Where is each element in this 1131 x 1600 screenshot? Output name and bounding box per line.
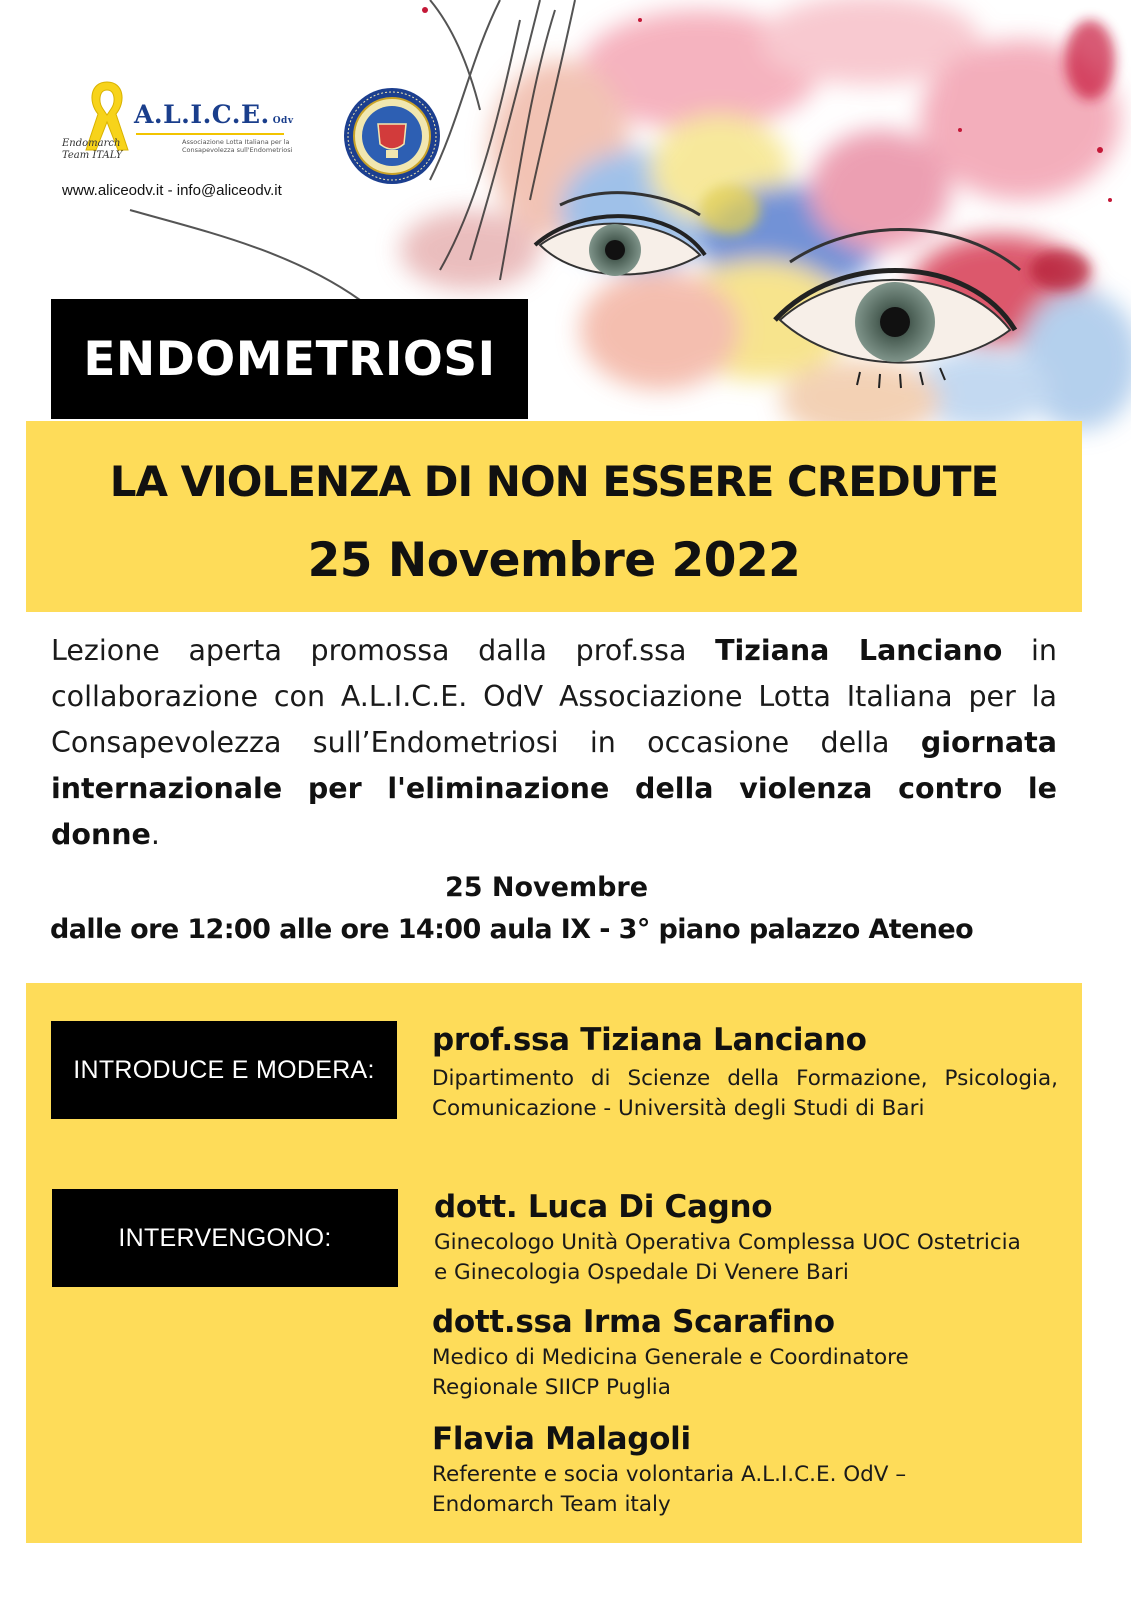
speaker-role: Medico di Medicina Generale e Coordinatore Regionale SIICP Puglia bbox=[432, 1345, 909, 1400]
endomarch-team-italy: Endomarch Team ITALY bbox=[62, 138, 123, 161]
speakers-label: INTERVENGONO: bbox=[52, 1189, 398, 1287]
alice-wordmark: A.L.I.C.E. Odv bbox=[134, 100, 294, 129]
logo-underline bbox=[136, 133, 284, 135]
headline-band bbox=[26, 421, 1082, 612]
event-date: 25 Novembre 2022 bbox=[307, 533, 801, 588]
contact-info: www.aliceodv.it - info@aliceodv.it bbox=[62, 182, 282, 199]
speakers-panel bbox=[26, 983, 1082, 1543]
speaker-entry bbox=[434, 1188, 1034, 1288]
speaker-role: Referente e socia volontaria A.L.I.C.E. OdV – Endomarch Team italy bbox=[432, 1462, 907, 1517]
event-day: 25 Novembre bbox=[444, 872, 649, 903]
occasion-name: giornata internazionale per l'eliminazione della violenza contro le donne bbox=[51, 726, 1057, 851]
speaker-entry bbox=[432, 1303, 992, 1403]
speaker-entry bbox=[432, 1420, 992, 1520]
speaker-name: Flavia Malagoli bbox=[432, 1421, 691, 1457]
moderator-entry bbox=[432, 1021, 1058, 1124]
moderator-name: prof.ssa Tiziana Lanciano bbox=[432, 1022, 867, 1058]
organizer-name: Tiziana Lanciano bbox=[715, 634, 1003, 667]
speaker-role: Ginecologo Unità Operativa Complessa UOC Ostetricia e Ginecologia Ospedale Di Venere Bari bbox=[434, 1230, 1021, 1285]
university-seal-icon bbox=[342, 86, 442, 186]
event-time-place: dalle ore 12:00 alle ore 14:00 aula IX - 3° piano palazzo Ateneo bbox=[50, 914, 974, 945]
moderator-role: Dipartimento di Scienze della Formazione, Psicologia, Comunicazione - Università degli Studi di Bari bbox=[432, 1066, 1058, 1121]
event-description: Lezione aperta promossa dalla prof.ssa Tiziana Lanciano in collaborazione con A.L.I.C.E. OdV Associazione Lotta Italiana per la Consapevolezza sull’Endometriosi in occasione della giornata internazionale per l'eliminazione della violenza contro le donne. bbox=[51, 634, 1057, 851]
speaker-name: dott. Luca Di Cagno bbox=[434, 1189, 773, 1225]
event-subtitle: LA VIOLENZA DI NON ESSERE CREDUTE bbox=[109, 457, 999, 506]
page-title: ENDOMETRIOSI bbox=[51, 299, 528, 419]
alice-tagline: Associazione Lotta Italiana per la Consapevolezza sull'Endometriosi bbox=[182, 138, 293, 154]
speaker-name: dott.ssa Irma Scarafino bbox=[432, 1304, 835, 1340]
alice-logo bbox=[62, 78, 302, 178]
moderator-label: INTRODUCE E MODERA: bbox=[51, 1021, 397, 1119]
